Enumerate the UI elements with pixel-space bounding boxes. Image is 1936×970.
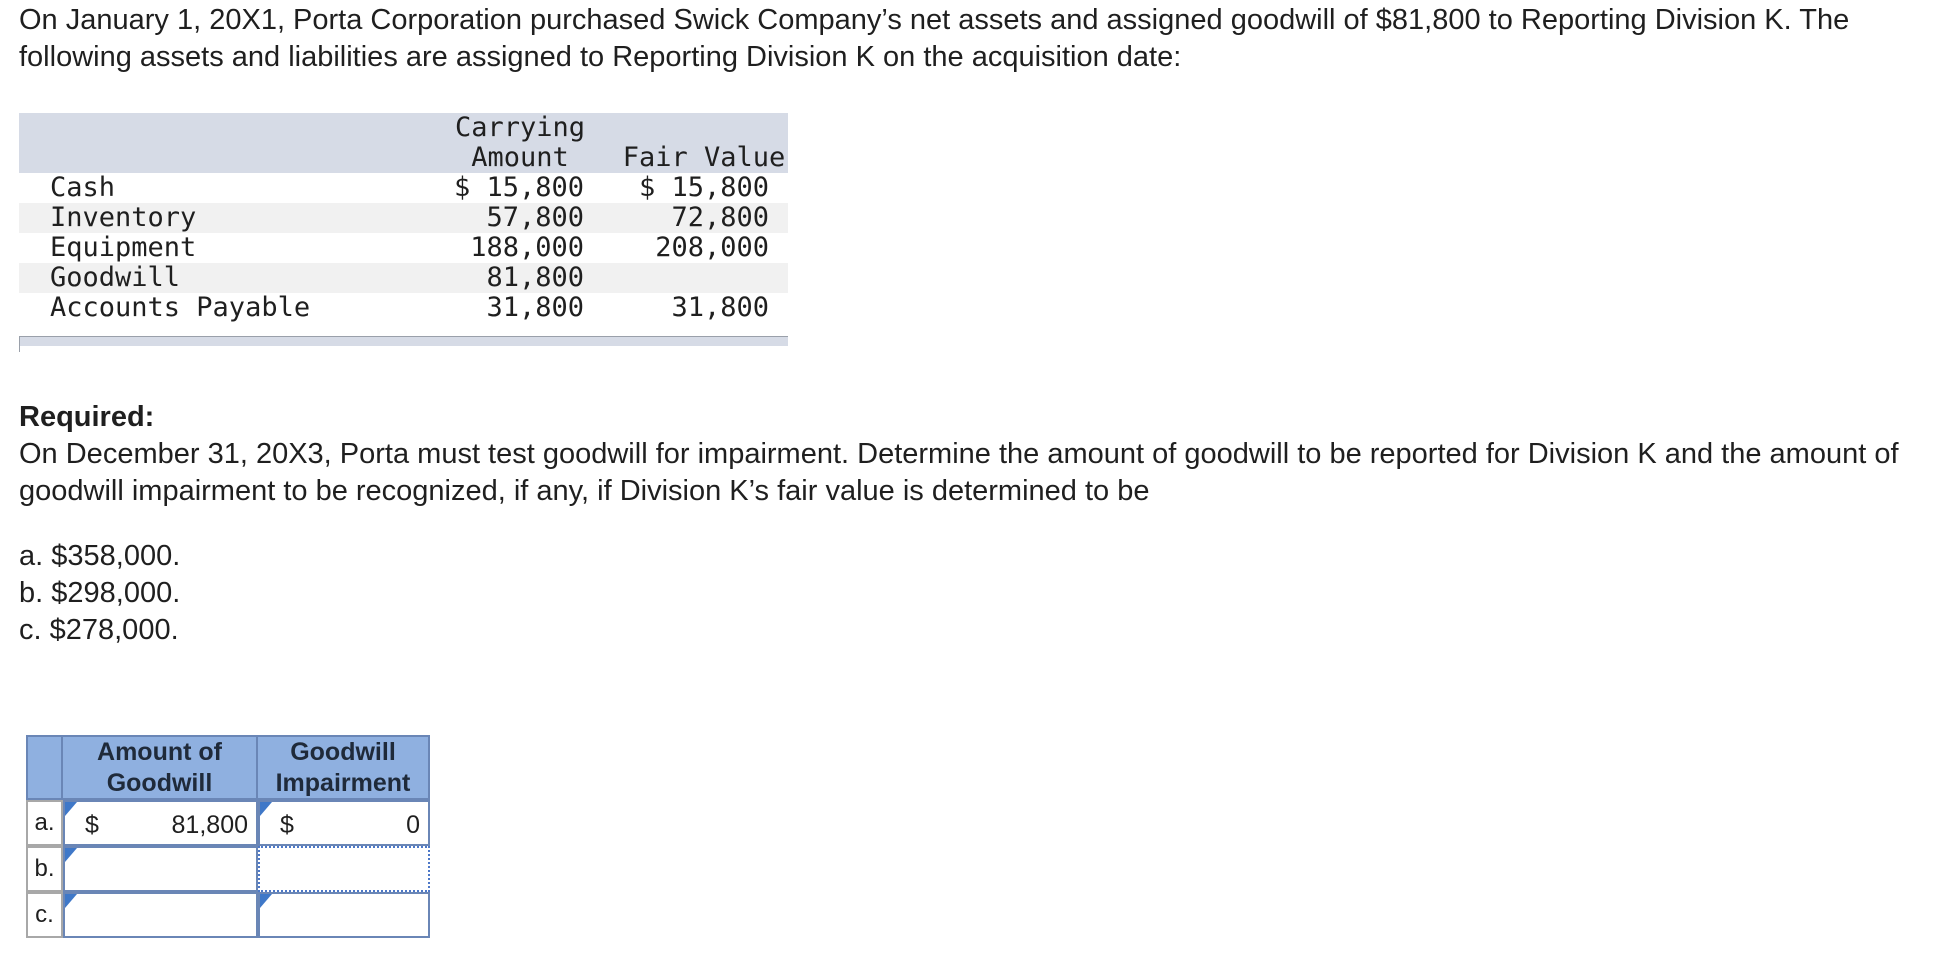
entry-flag-icon	[65, 848, 77, 862]
row-fair: 208,000	[655, 232, 769, 263]
currency-symbol: $	[85, 811, 99, 839]
row-label-a: a.	[26, 800, 63, 846]
row-label: Equipment	[50, 232, 197, 263]
header-carrying-line2: Amount	[471, 142, 569, 173]
row-carrying: $ 15,800	[453, 172, 584, 203]
row-label: Goodwill	[50, 262, 181, 293]
row-label-c: c.	[26, 892, 63, 938]
entry-flag-icon	[260, 894, 272, 908]
impairment-input-a[interactable]	[258, 800, 430, 846]
entry-flag-icon	[65, 894, 77, 908]
goodwill-input-a[interactable]	[63, 800, 258, 846]
row-carrying: 57,800	[486, 202, 584, 233]
impairment-input-b[interactable]	[258, 846, 430, 892]
answer-header-impairment	[256, 735, 430, 800]
choice-item: a. $358,000.	[19, 540, 181, 572]
row-fair: 31,800	[671, 292, 769, 323]
row-label: Inventory	[50, 202, 197, 233]
header-fair-value: Fair Value	[622, 142, 786, 173]
assets-liabilities-table	[19, 113, 788, 353]
choice-item: b. $298,000.	[19, 577, 181, 609]
choice-list	[19, 538, 180, 649]
currency-symbol: $	[280, 811, 294, 839]
required-title: Required:	[19, 401, 155, 433]
row-fair: $ 15,800	[638, 172, 769, 203]
entry-flag-icon	[260, 802, 272, 816]
intro-paragraph: On January 1, 20X1, Porta Corporation purchased Swick Company’s net assets and assigned goodwill of $81,800 to Reporting Division K. The following assets and liabilities are assigned to Reporting Division K on the acquisition date:	[19, 4, 1850, 73]
goodwill-input-c[interactable]	[63, 892, 258, 938]
goodwill-value-a: 81,800	[171, 811, 248, 839]
goodwill-input-b[interactable]	[63, 846, 258, 892]
impairment-value-a: 0	[406, 811, 420, 839]
header-goodwill-line2: Goodwill	[106, 768, 213, 797]
answer-header-goodwill	[61, 735, 258, 800]
header-impair-line1: Goodwill	[290, 737, 396, 766]
header-carrying-line1: Carrying	[454, 112, 586, 143]
row-fair: 72,800	[671, 202, 769, 233]
row-label: Accounts Payable	[50, 292, 311, 323]
answer-header-corner	[26, 735, 63, 800]
header-goodwill-line1: Amount of	[97, 737, 222, 766]
row-label: Cash	[50, 172, 116, 203]
header-impair-line2: Impairment	[275, 768, 411, 797]
table-footer-tick	[19, 336, 20, 352]
entry-flag-icon	[65, 802, 77, 816]
row-carrying: 31,800	[486, 292, 584, 323]
row-carrying: 188,000	[470, 232, 584, 263]
table-footer-band	[19, 336, 788, 346]
answer-grid	[26, 735, 429, 940]
required-text: On December 31, 20X3, Porta must test goodwill for impairment. Determine the amount of goodwill to be reported for Division K and the amount of goodwill impairment to be recognized, if any, if Division K’s fair value is determined to be	[19, 438, 1899, 507]
impairment-input-c[interactable]	[258, 892, 430, 938]
row-carrying: 81,800	[486, 262, 584, 293]
choice-item: c. $278,000.	[19, 614, 179, 646]
row-label-b: b.	[26, 846, 63, 892]
required-section	[19, 399, 1919, 510]
